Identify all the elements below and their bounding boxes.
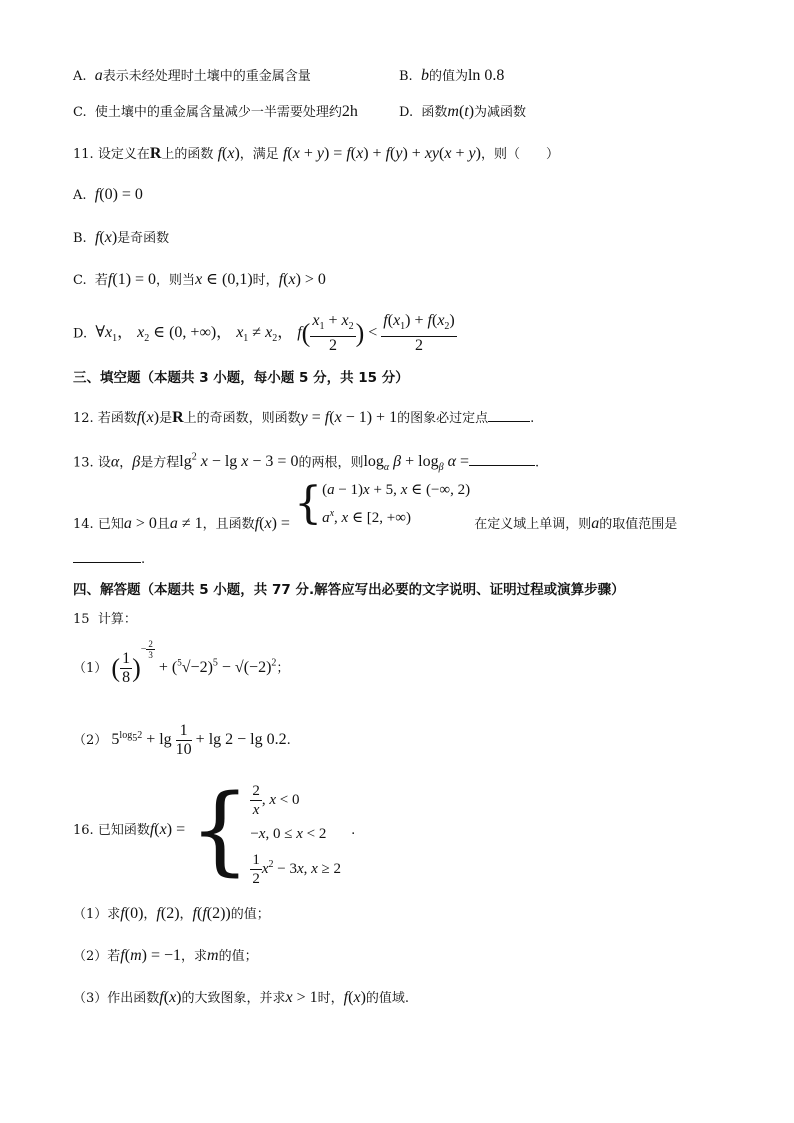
answer-blank[interactable] (488, 407, 530, 422)
question-number: 14. (73, 516, 94, 532)
q15-part2: （2） $5^{log_52} + \lg$ $\frac{1}{10}$ + lg 2 − lg 0.2. (73, 722, 291, 758)
q15: 15 计算： (73, 612, 137, 627)
q14: 14. 已知a > 0且a ≠ 1，且函数f(x) = { (a − 1)x + 5, x ∈ (−∞, 2) $a^x$, x ∈ [2, +∞) 在定义域上单调，则a的取值范围是 (73, 478, 678, 532)
piecewise-function-q16: { $\frac{2}{x}$ , x < 0 −x, 0 ≤ x < 2 $\frac{1}{2}$ $x^2 - 3x$, x ≥ 2 (189, 774, 342, 888)
q16-part3: （3）作出函数f(x)的大致图象，并求x > 1时，f(x)的值域. (73, 989, 410, 1006)
question-number: 15 (73, 612, 90, 627)
option-b-text: 的值为 (428, 69, 468, 84)
section-3-title: 三、填空题（本题共 3 小题，每小题 5 分，共 15 分） (73, 370, 409, 386)
answer-blank[interactable] (73, 548, 141, 563)
q14-answer-line: . (73, 548, 145, 570)
q15-part1: （1） ( $\frac{1}{8}$ )$^{- \frac{2}{3}}$ + $(^5√-2)^5 - √(-2)^2$； (73, 639, 290, 686)
section-4-title: 四、解答题（本题共 5 小题，共 77 分.解答应写出必要的文字说明、证明过程或演算步骤） (73, 582, 625, 598)
option-a-label: A. (73, 69, 87, 84)
math-mt: m(t) (447, 103, 475, 120)
math-2h: 2h (341, 103, 358, 120)
q11-option-b: B. f(x)是奇函数 (73, 229, 170, 246)
question-number: 12. (73, 411, 94, 426)
answer-blank[interactable] (469, 451, 535, 466)
functional-equation: f(x + y) = f(x) + f(y) + xy(x + y) (282, 145, 481, 162)
q11-option-c: C. 若f(1) = 0，则当x ∈ (0,1)时，f(x) > 0 (73, 271, 326, 288)
math-ln08: ln 0.8 (467, 67, 505, 84)
q11-option-d: D. $\forall x_1$， $x_2$ ∈ (0, +∞)， $x_1 \ne x_2$， f( $\frac{x_1 + x_2}{2}$ ) < $\frac{f(x_1) + f(x_2)}{2}$ (73, 312, 455, 355)
q16: 16. 已知函数f(x) = { $\frac{2}{x}$ , x < 0 −x, 0 ≤ x < 2 $\frac{1}{2}$ $x^2 - 3x$, x ≥ 2 . (73, 774, 356, 888)
q12: 12. 若函数f(x)是R上的奇函数，则函数y = f(x − 1) + 1的图象必过定点 . (73, 409, 535, 426)
convexity-inequality: $\forall x_1$， $x_2$ ∈ (0, +∞)， $x_1 \ne x_2$， f( $\frac{x_1 + x_2}{2}$ ) < $\frac{f(x_1) + f(x_2)}{2}$ (95, 312, 455, 355)
option-d: D. 函数m(t)为减函数 (399, 103, 527, 120)
option-c-label: C. (73, 105, 87, 120)
math-a: a (94, 67, 103, 84)
question-number: 11. (73, 147, 94, 162)
q11-stem: 11. 设定义在R上的函数 f(x)，满足 f(x + y) = f(x) + f(y) + xy(x + y)，则（ ） (73, 145, 559, 162)
q13: 13. 设α，β是方程$\lg^2 x - \lg x - 3 = 0$的两根，则$\log_\alpha \beta + \log_\beta \alpha$ = . (73, 452, 540, 474)
q10-option-row-ab (73, 66, 505, 87)
option-b: B. b的值为ln 0.8 (399, 67, 505, 84)
question-number: 13. (73, 455, 94, 471)
piecewise-function-q14: { (a − 1)x + 5, x ∈ (−∞, 2) $a^x$, x ∈ [2, +∞) (294, 478, 471, 529)
expression-1: ( $\frac{1}{8}$ )$^{- \frac{2}{3}}$ + $(^5√-2)^5 - √(-2)^2$ (111, 639, 277, 686)
expression-2: $5^{log_52} + \lg$ $\frac{1}{10}$ + lg 2 − lg 0.2 (111, 722, 287, 758)
q16-part1: （1）求f(0)，f(2)，f(f(2))的值； (73, 905, 270, 922)
q10-option-row-cd (73, 102, 527, 123)
q11-option-a: A. f(0) = 0 (73, 186, 143, 203)
option-a-text: 表示未经处理时土壤中的重金属含量 (102, 69, 311, 84)
q16-part2: （2）若f(m) = −1，求m的值； (73, 947, 258, 964)
question-number: 16. (73, 823, 94, 838)
option-c-text: 使土壤中的重金属含量减少一半需要处理约 (94, 105, 342, 120)
